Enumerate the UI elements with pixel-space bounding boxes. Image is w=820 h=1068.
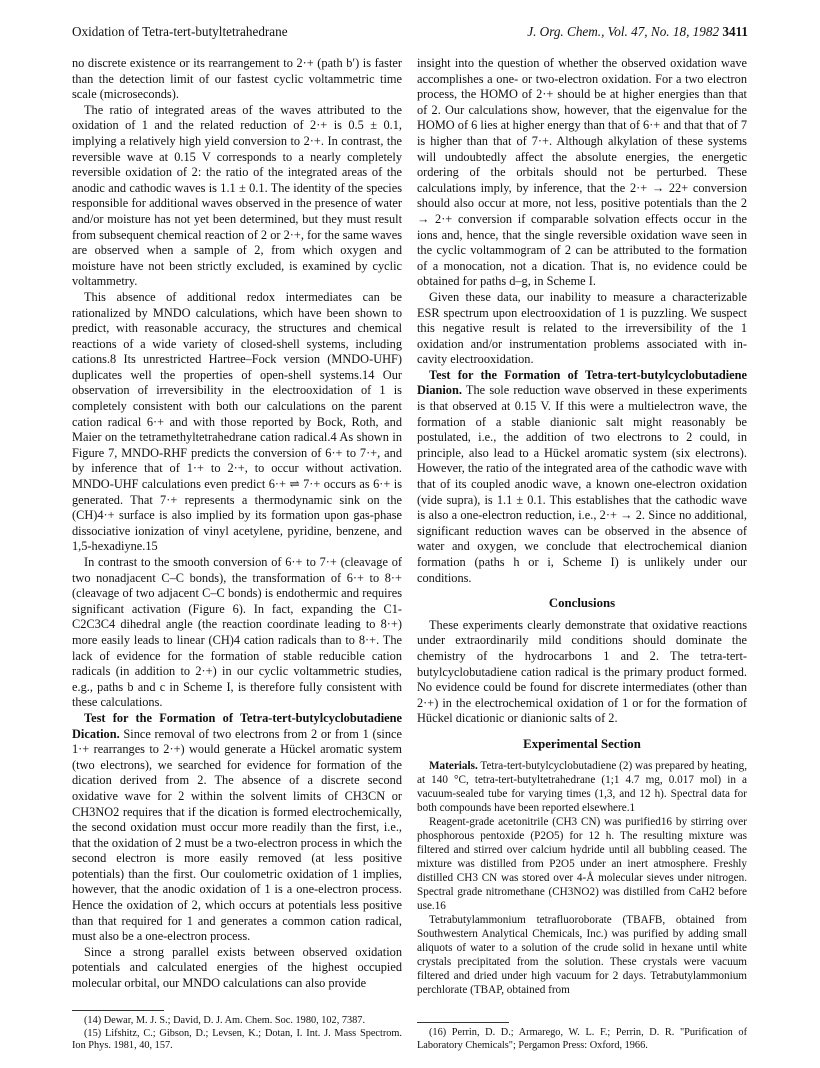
paragraph: no discrete existence or its rearrangement to 2·+ (path b′) is faster than the detection limit of our fastest cyclic voltammetric time scale (microseconds).: [72, 56, 402, 102]
footnotes-right: [417, 1022, 747, 1052]
paragraph: insight into the question of whether the observed oxidation wave accomplishes a one- or two-electron oxidation. For a two electron process, the HOMO of 2·+ should be at higher energies than that of 2. Our calculations show, however, that the eigenvalue for the HOMO of 6 lies at higher energy than that of 6·+ and that that of 7 is higher than that of 7·+. Although alkylation of these systems will undoubtedly affect the absolute energies, the energetic ordering of the orbitals should not be perturbed. These calculations imply, by inference, that the 2·+ → 22+ conversion should also occur at more, not less, positive potentials than the 2 → 2·+ conversion if comparable solvation effects occur in the ions and, hence, that the single reversible oxidation wave seen in the cyclic voltammogram of 2 can be attributed to the formation of a monocation, not a dication. That is, no evidence could be obtained for paths d–g, in Scheme I.: [417, 56, 747, 289]
footnote-rule: [417, 1022, 509, 1023]
paragraph-text: Since removal of two electrons from 2 or from 1 (since 1·+ rearranges to 2·+) would generate a Hückel aromatic system (two electrons), we searched for evidence for formation of the dication derived from 2. The absence of a discrete second oxidative wave for 2 within the solvent limits of CH3CN or CH3NO2 requires that if the dication is formed electrochemically, the second oxidation must occur more readily than the first, i.e., that the oxidation of 2 must be a two-electron process in which the second electron is more easily removed (at less positive potentials) than the first. Our coulometric oxidation of 1 implies, however, that the anodic oxidation of 1 is a one-electron process. Hence the oxidation of 2, which occurs at potentials less positive than that required for 1 and generates a common cation radical, must also be a one-electron process.: [72, 726, 402, 944]
paragraph-dication: [72, 711, 402, 945]
paragraph: Tetrabutylammonium tetrafluoroborate (TBAFB, obtained from Southwestern Analytical Chemicals, Inc.) was purified by adding small aliquots of water to a solution of the crude solid in hexane until white crystals precipitated from the solution. These crystals were vacuum filtered and dried under high vacuum for 2 days. Tetrabutylammonium perchlorate (TBAP, obtained from: [417, 913, 747, 996]
section-title-conclusions: Conclusions: [548, 596, 616, 611]
paragraph: Reagent-grade acetonitrile (CH3 CN) was purified16 by stirring over phosphorous pentoxide (P2O5) for 12 h. The resulting mixture was filtered and stirred over calcium hydride until all bubbling ceased. The mixture was distilled from P2O5 under an inert atmosphere. Freshly distilled CH3 CN was stored over 4-Å molecular sieves under nitrogen. Spectral grade nitromethane (CH3NO2) was distilled from CaH2 before use.16: [417, 815, 747, 912]
running-title: Oxidation of Tetra-tert-butyltetrahedrane: [72, 24, 288, 39]
conclusions-paragraph: These experiments clearly demonstrate that oxidative reactions under extraordinarily mild conditions should dominate the chemistry of the hydrocarbons 1 and 2. The tetra-tert-butylcyclobutadiene cation radical is the primary product formed. No evidence could be found for discrete intermediates (other than 2·+) in the electrochemical oxidation of 1 or for the formation of Hückel dicationic or dianionic salts of 2.: [417, 617, 747, 726]
section-title-experimental: Experimental Section: [523, 736, 641, 751]
paragraph: The ratio of integrated areas of the waves attributed to the oxidation of 1 and the related reduction of 2·+ is 0.5 ± 0.1, implying a relatively high yield conversion to 2·+. In contrast, the reversible wave at 0.15 V corresponds to a nearly completely reversible oxidation of 2: the ratio of the integrated areas of the anodic and cathodic waves is 1.1 ± 0.1. The identity of the species responsible for additional waves observed in the presence of water and/or moisture has not yet been determined, but they must result from subsequent chemical reaction of 2 or 2·+, for the same waves are observed when a sample of 2, from which oxygen and moisture have not been strictly excluded, is examined by cyclic voltammetry.: [72, 102, 402, 289]
footnote: (14) Dewar, M. J. S.; David, D. J. Am. Chem. Soc. 1980, 102, 7387.: [84, 1015, 366, 1026]
experimental-section: [417, 759, 747, 997]
left-column: [72, 56, 402, 992]
runin-heading-dianion: Test for the Formation of Tetra-tert-butylcyclobutadiene Dianion.: [417, 367, 747, 398]
runin-heading-dication: Test for the Formation of Tetra-tert-butylcyclobutadiene Dication.: [72, 710, 402, 741]
paragraph: In contrast to the smooth conversion of 6·+ to 7·+ (cleavage of two nonadjacent C–C bonds), the transformation of 6·+ to 8·+ (cleavage of two adjacent C–C bonds) is endothermic and requires significant activation (Figure 6). In fact, expanding the C1-C2C3C4 dihedral angle (the reaction coordinate leading to 8·+) more easily leads to linear (CH)4 cation radicals than to 8·+. The lack of evidence for the formation of stable reducible cation radicals (in addition to 2·+) in our cyclic voltammetric studies, e.g., paths b and c in Scheme I, is therefore fully consistent with these calculations.: [72, 555, 402, 710]
paragraph-text: Tetra-tert-butylcyclobutadiene (2) was prepared by heating, at 140 °C, tetra-tert-butyltetrahedrane (1;1 4.7 mg, 0.017 mol) in a vacuum-sealed tube for varying times (1,3, and 12 h). Spectral data for both compounds have been reported elsewhere.1: [417, 759, 747, 814]
materials-paragraph: [417, 759, 747, 815]
paragraph-text: The sole reduction wave observed in these experiments is that observed at 0.15 V. If this were a multielectron wave, the formation of a stable dianionic salt might reasonably be postulated, i.e., the addition of two electrons to 2 could, in principle, also lead to a Hückel aromatic system (six electrons). However, the ratio of the integrated area of the cathodic wave with that of its coupled anodic wave, a known one-electron oxidation (vide supra), is 1.1 ± 0.1. This establishes that the cathodic wave is also a one-electron reduction, i.e., 2·+ → 2. Since no additional, significant reduction waves can be observed in the absence of water and oxygen, we conclude that electrochemical dianion formation (paths h or i, Scheme I) is unlikely under our conditions.: [417, 383, 747, 585]
journal-citation: [527, 24, 748, 40]
paragraph: Since a strong parallel exists between observed oxidation potentials and calculated energies of the highest occupied molecular orbital, our MNDO calculations can also provide: [72, 944, 402, 991]
journal-info: J. Org. Chem., Vol. 47, No. 18, 1982: [527, 24, 720, 39]
paragraph: Given these data, our inability to measure a characterizable ESR spectrum upon electrooxidation of 1 is puzzling. We suspect this negative result is related to the irreversibility of the 1 oxidation and/or instrumentation problems associated with in-cavity electrooxidation.: [417, 289, 747, 367]
right-column: [417, 56, 747, 997]
paragraph-dianion: [417, 368, 747, 586]
page-number: 3411: [722, 24, 748, 39]
footnote: (15) Lifshitz, C.; Gibson, D.; Levsen, K.; Dotan, I. Int. J. Mass Spectrom. Ion Phys. 1981, 40, 157.: [72, 1027, 402, 1052]
runin-heading-materials: Materials.: [429, 759, 478, 772]
footnotes-left: [72, 1010, 402, 1053]
footnote: (16) Perrin, D. D.; Armarego, W. L. F.; Perrin, D. R. "Purification of Laboratory Chemicals"; Pergamon Press: Oxford, 1966.: [417, 1027, 747, 1051]
running-header: [72, 24, 748, 44]
paragraph: This absence of additional redox intermediates can be rationalized by MNDO calculations, which have been shown to predict, with reasonable accuracy, the structures and chemical reactions of a wide variety of closed-shell systems, including cations.8 Its unrestricted Hartree–Fock version (MNDO-UHF) duplicates well the properties of open-shell systems.14 Our observation of irreversibility in the electrooxidation of 1 is completely consistent with both our calculations on the parent cation radical 6·+ and with those reported by Bock, Roth, and Maier on the tetramethyltetrahedrane cation radical.4 As shown in Figure 7, MNDO-RHF predicts the conversion of 6·+ to 7·+, and by inference that of 1·+ to 2·+, to occur without activation. MNDO-UHF calculations even predict 6·+ ⇌ 7·+ occurs as 6·+ is generated. That 7·+ represents a thermodynamic sink on the (CH)4·+ surface is also implied by its formation upon gas-phase dissociative ionization of vinyl acetylene, pyridine, benzene, and 1,5-hexadiyne.15: [72, 289, 402, 554]
footnote-rule: [72, 1010, 164, 1011]
